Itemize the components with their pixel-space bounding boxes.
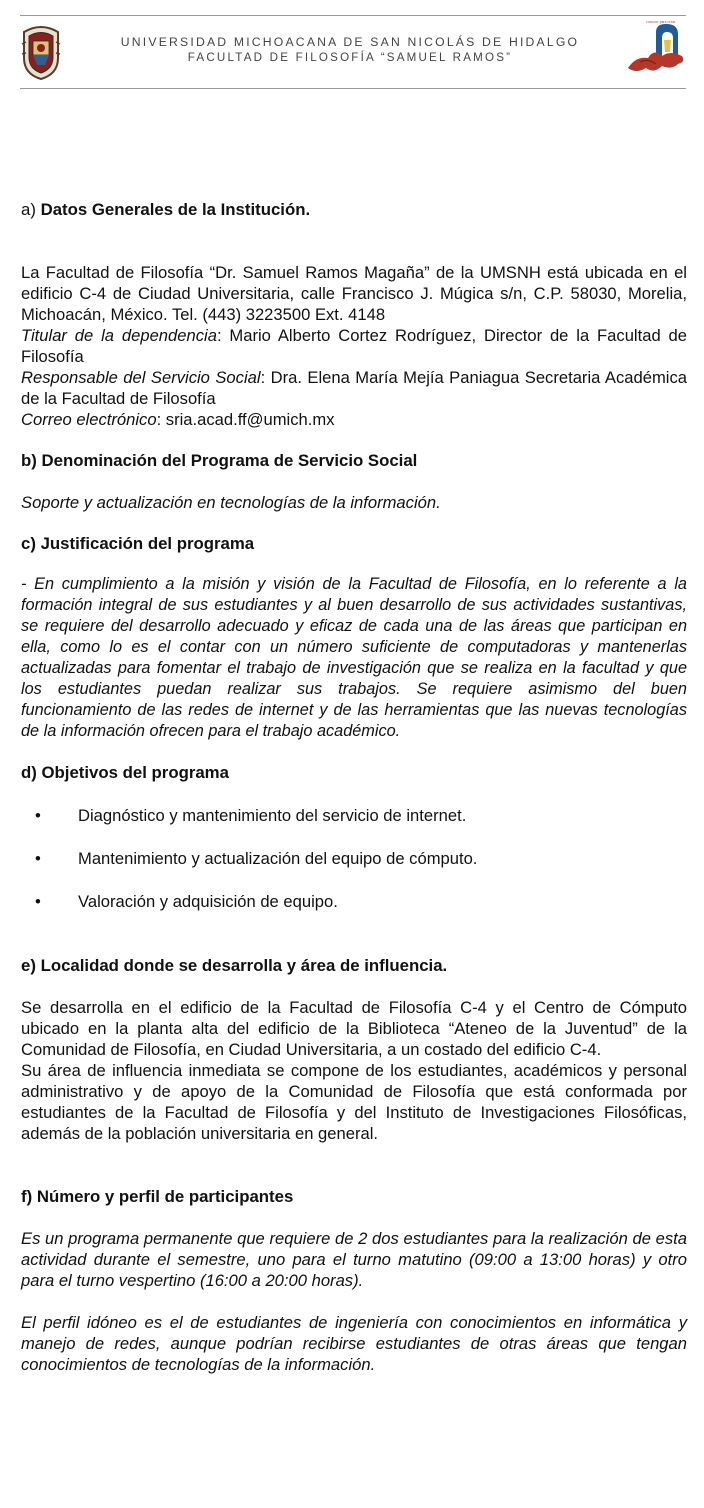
header-bottom-rule (20, 88, 686, 89)
university-crest-icon (20, 24, 62, 80)
objective-text: Mantenimiento y actualización del equipo de cómputo. (78, 849, 478, 868)
objective-item (21, 805, 687, 826)
header-top-rule (20, 15, 686, 16)
section-f-p2: El perfil idóneo es el de estudiantes de ingeniería con conocimientos en informática y manejo de redes, aunque podrían recibirse estudiantes de otras áreas que tengan conocimientos de tecnologías de la información. (21, 1313, 687, 1374)
section-c-title: c) Justificación del programa (21, 534, 255, 553)
section-b-heading (21, 450, 687, 471)
logo-tagline: conocer para crear (646, 19, 676, 24)
correo-label: Correo electrónico (21, 410, 157, 429)
section-e-heading (21, 955, 687, 976)
section-e-p1: Se desarrolla en el edificio de la Facultad de Filosofía C-4 y el Centro de Cómputo ubicado en la planta alta del edificio de la Biblioteca “Ateneo de la Juventud” de la Comunidad de Filosofía, en Ciudad Universitaria, a un costado del edificio C-4. (21, 998, 687, 1059)
objective-text: Valoración y adquisición de equipo. (78, 892, 338, 911)
university-name: UNIVERSIDAD MICHOACANA DE SAN NICOLÁS DE HIDALGO (120, 35, 580, 49)
section-a-letter: a) (21, 200, 41, 219)
section-f-title: f) Número y perfil de participantes (21, 1187, 294, 1206)
objective-item (21, 848, 687, 869)
section-a-responsable (21, 367, 687, 409)
bullet-marker: • (35, 806, 41, 825)
section-a-intro: La Facultad de Filosofía “Dr. Samuel Ramos Magaña” de la UMSNH está ubicada en el edificio C-4 de Ciudad Universitaria, calle Francisco J. Múgica s/n, C.P. 58030, Morelia, Michoacán, México. Tel. (443) 3223500 Ext. 4148 (21, 263, 687, 324)
section-d-heading (21, 762, 687, 783)
document-body (21, 195, 687, 1375)
objective-text: Diagnóstico y mantenimiento del servicio de internet. (78, 806, 467, 825)
section-b-title: b) Denominación del Programa de Servicio Social (21, 451, 418, 470)
titular-value: : Mario Alberto Cortez Rodríguez, Director de la Facultad de Filosofía (21, 326, 687, 366)
faculty-name: FACULTAD DE FILOSOFÍA “SAMUEL RAMOS” (187, 51, 513, 64)
objective-item (21, 891, 687, 912)
bullet-marker: • (35, 892, 41, 911)
section-d-title: d) Objetivos del programa (21, 763, 229, 782)
faculty-logo-icon (626, 18, 690, 76)
section-a-title: Datos Generales de la Institución. (40, 200, 311, 219)
titular-label: Titular de la dependencia (21, 326, 217, 345)
bullet-marker: • (35, 849, 41, 868)
section-e-title: e) Localidad donde se desarrolla y área de influencia. (21, 956, 448, 975)
correo-value: : sria.acad.ff@umich.mx (156, 410, 335, 429)
section-c-heading (21, 533, 687, 554)
section-f-p1: Es un programa permanente que requiere de 2 dos estudiantes para la realización de esta actividad durante el semestre, uno para el turno matutino (09:00 a 13:00 horas) y otro para el turno vespertino (16:00 a 20:00 horas). (21, 1229, 687, 1290)
section-b-text: Soporte y actualización en tecnologías de la información. (21, 493, 441, 512)
responsable-label: Responsable del Servicio Social (21, 368, 261, 387)
section-a-heading (21, 199, 687, 220)
responsable-value: : Dra. Elena María Mejía Paniagua Secretaria Académica de la Facultad de Filosofía (21, 368, 687, 408)
section-f-heading (21, 1186, 687, 1207)
document-header (0, 0, 704, 96)
section-a-correo (21, 409, 687, 430)
section-e-p2: Su área de influencia inmediata se compone de los estudiantes, académicos y personal administrativo y de apoyo de la Comunidad de Filosofía que está conformada por estudiantes de la Facultad de Filosofía y del Instituto de Investigaciones Filosóficas, además de la población universitaria en general. (21, 1061, 687, 1143)
section-c-text: - En cumplimiento a la misión y visión de la Facultad de Filosofía, en lo referente a la formación integral de sus estudiantes y al buen desarrollo de sus actividades sustantivas, se requiere del desarrollo adecuado y eficaz de cada una de las áreas que participan en ella, como lo es el contar con un número suficiente de computadoras y mantenerlas actualizadas para fomentar el trabajo de investigación que se realiza en la facultad y que los estudiantes puedan realizar sus trabajos. Se requiere asimismo del buen funcionamiento de las redes de internet y de las herramientas que las nuevas tecnologías de la información ofrecen para el trabajo académico. (21, 575, 687, 740)
section-a-titular (21, 325, 687, 367)
